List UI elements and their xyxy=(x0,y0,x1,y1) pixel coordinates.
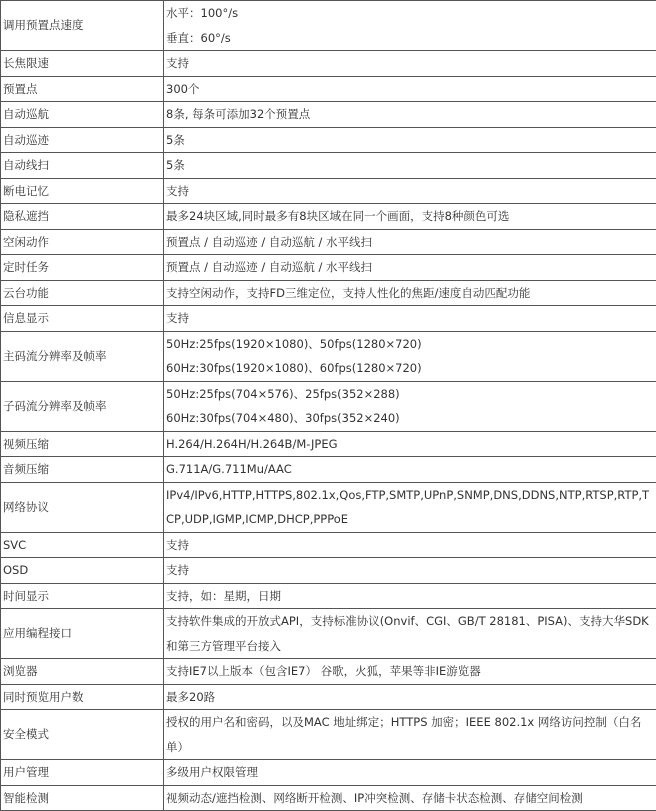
spec-label: 主码流分辨率及帧率 xyxy=(1,331,164,381)
spec-value xyxy=(164,431,656,457)
spec-value xyxy=(164,381,656,431)
spec-label: 用户管理 xyxy=(1,760,164,786)
spec-value xyxy=(164,127,656,153)
spec-label: 同时预览用户数 xyxy=(1,684,164,710)
spec-value-line: H.264/H.264H/H.264B/M-JPEG xyxy=(166,432,654,457)
spec-value-line: 5条 xyxy=(166,128,654,153)
spec-value xyxy=(164,659,656,685)
spec-value-line: G.711A/G.711Mu/AAC xyxy=(166,457,654,482)
spec-table-body xyxy=(1,1,656,811)
spec-value xyxy=(164,204,656,230)
spec-row xyxy=(1,532,656,558)
spec-value xyxy=(164,785,656,811)
spec-value-line: 50Hz:25fps(704×576)、25fps(352×288) xyxy=(166,382,654,407)
spec-label: 智能检测 xyxy=(1,785,164,811)
spec-row xyxy=(1,127,656,153)
spec-value xyxy=(164,76,656,102)
spec-label: 音频压缩 xyxy=(1,457,164,483)
spec-label: 安全模式 xyxy=(1,710,164,760)
spec-label: 网络协议 xyxy=(1,482,164,532)
spec-row xyxy=(1,457,656,483)
spec-value xyxy=(164,306,656,332)
spec-value xyxy=(164,457,656,483)
spec-value-line: 垂直：60°/s xyxy=(166,26,654,51)
spec-row xyxy=(1,684,656,710)
spec-value xyxy=(164,684,656,710)
spec-value xyxy=(164,1,656,51)
spec-label: 视频压缩 xyxy=(1,431,164,457)
spec-value xyxy=(164,760,656,786)
spec-label: 信息显示 xyxy=(1,306,164,332)
spec-value xyxy=(164,229,656,255)
spec-value-line: 最多24块区域,同时最多有8块区域在同一个画面，支持8种颜色可选 xyxy=(166,204,654,229)
spec-value-line: 授权的用户名和密码，以及MAC 地址绑定；HTTPS 加密；IEEE 802.1x 网络访问控制（白名单） xyxy=(166,710,654,759)
spec-row xyxy=(1,381,656,431)
spec-row xyxy=(1,659,656,685)
spec-value-line: 8条, 每条可添加32个预置点 xyxy=(166,102,654,127)
spec-label: 预置点 xyxy=(1,76,164,102)
spec-row xyxy=(1,1,656,51)
spec-value-line: 60Hz:30fps(704×480)、30fps(352×240) xyxy=(166,406,654,431)
spec-value-line: 支持 xyxy=(166,306,654,331)
spec-row xyxy=(1,204,656,230)
spec-value xyxy=(164,255,656,281)
spec-value xyxy=(164,558,656,584)
spec-value-line: 支持，如：星期，日期 xyxy=(166,584,654,609)
spec-row xyxy=(1,306,656,332)
spec-label: 长焦限速 xyxy=(1,51,164,77)
spec-row xyxy=(1,178,656,204)
spec-row xyxy=(1,76,656,102)
spec-row xyxy=(1,583,656,609)
spec-value-line: 50Hz:25fps(1920×1080)、50fps(1280×720) xyxy=(166,332,654,357)
spec-value xyxy=(164,153,656,179)
spec-label: 浏览器 xyxy=(1,659,164,685)
spec-row xyxy=(1,785,656,811)
spec-value-line: 5条 xyxy=(166,153,654,178)
spec-value xyxy=(164,178,656,204)
spec-value-line: 支持 xyxy=(166,558,654,583)
spec-label: 自动巡航 xyxy=(1,102,164,128)
spec-value-line: 支持空闲动作，支持FD三维定位，支持人性化的焦距/速度自动匹配功能 xyxy=(166,281,654,306)
spec-label: 应用编程接口 xyxy=(1,609,164,659)
spec-value-line: 水平：100°/s xyxy=(166,1,654,26)
spec-value-line: 支持 xyxy=(166,179,654,204)
spec-value-line: 多级用户权限管理 xyxy=(166,760,654,785)
spec-value-line: 支持软件集成的开放式API，支持标准协议(Onvif、CGI、GB/T 28181、PISA)、支持大华SDK 和第三方管理平台接入 xyxy=(166,609,654,658)
spec-row xyxy=(1,609,656,659)
spec-value-line: 预置点 / 自动巡迹 / 自动巡航 / 水平线扫 xyxy=(166,255,654,280)
spec-value-line: 300个 xyxy=(166,77,654,102)
spec-value xyxy=(164,583,656,609)
spec-label: 自动线扫 xyxy=(1,153,164,179)
spec-value xyxy=(164,51,656,77)
spec-value-line: 支持 xyxy=(166,51,654,76)
spec-value-line: 60Hz:30fps(1920×1080)、60fps(1280×720) xyxy=(166,356,654,381)
spec-label: 子码流分辨率及帧率 xyxy=(1,381,164,431)
spec-row xyxy=(1,280,656,306)
spec-value xyxy=(164,710,656,760)
spec-row xyxy=(1,760,656,786)
spec-label: 空闲动作 xyxy=(1,229,164,255)
spec-value xyxy=(164,609,656,659)
spec-row xyxy=(1,331,656,381)
spec-row xyxy=(1,102,656,128)
spec-label: 断电记忆 xyxy=(1,178,164,204)
spec-value-line: 支持IE7以上版本（包含IE7） 谷歌，火狐，苹果等非IE游览器 xyxy=(166,659,654,684)
spec-label: 定时任务 xyxy=(1,255,164,281)
spec-value xyxy=(164,280,656,306)
spec-value-line: 视频动态/遮挡检测、网络断开检测、IP冲突检测、存储卡状态检测、存储空间检测 xyxy=(166,786,654,811)
spec-label: 云台功能 xyxy=(1,280,164,306)
spec-label: 时间显示 xyxy=(1,583,164,609)
spec-row xyxy=(1,710,656,760)
spec-label: OSD xyxy=(1,558,164,584)
spec-row xyxy=(1,153,656,179)
spec-value-line: 支持 xyxy=(166,533,654,558)
spec-value xyxy=(164,482,656,532)
spec-value xyxy=(164,331,656,381)
spec-label: 自动巡迹 xyxy=(1,127,164,153)
spec-value-line: 预置点 / 自动巡迹 / 自动巡航 / 水平线扫 xyxy=(166,230,654,255)
spec-value xyxy=(164,532,656,558)
spec-row xyxy=(1,558,656,584)
spec-value-line: IPv4/IPv6,HTTP,HTTPS,802.1x,Qos,FTP,SMTP,UPnP,SNMP,DNS,DDNS,NTP,RTSP,RTP,TCP,UDP,IGMP,ICMP,DHCP,PPPoE xyxy=(166,483,654,532)
spec-row xyxy=(1,431,656,457)
spec-row xyxy=(1,229,656,255)
spec-label: 隐私遮挡 xyxy=(1,204,164,230)
spec-row xyxy=(1,482,656,532)
spec-label: SVC xyxy=(1,532,164,558)
spec-row xyxy=(1,255,656,281)
spec-value-line: 最多20路 xyxy=(166,685,654,710)
spec-row xyxy=(1,51,656,77)
spec-label: 调用预置点速度 xyxy=(1,1,164,51)
spec-value xyxy=(164,102,656,128)
